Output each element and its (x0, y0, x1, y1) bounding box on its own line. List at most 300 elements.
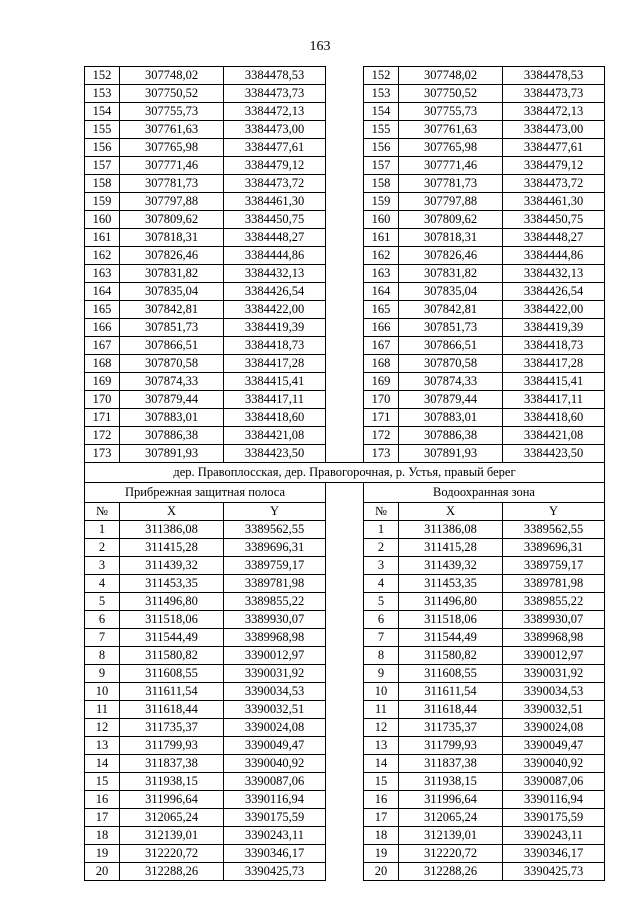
right-point-number: 161 (364, 229, 399, 247)
right-y-coordinate: 3390087,06 (503, 773, 605, 791)
right-point-number: 168 (364, 355, 399, 373)
left-x-coordinate: 307842,81 (120, 301, 224, 319)
left-x-coordinate: 307891,93 (120, 445, 224, 463)
left-x-coordinate: 307826,46 (120, 247, 224, 265)
right-y-coordinate: 3384423,50 (503, 445, 605, 463)
left-y-coordinate: 3384477,61 (224, 139, 326, 157)
table-row (85, 773, 605, 791)
right-point-number: 166 (364, 319, 399, 337)
left-point-number: 153 (85, 85, 120, 103)
right-y-coordinate: 3384421,08 (503, 427, 605, 445)
table-row (85, 665, 605, 683)
left-point-number: 19 (85, 845, 120, 863)
right-point-number: 14 (364, 755, 399, 773)
table-row (85, 737, 605, 755)
right-y-coordinate: 3384422,00 (503, 301, 605, 319)
right-point-number: 19 (364, 845, 399, 863)
right-x-coordinate: 311496,80 (399, 593, 503, 611)
top-rows (85, 67, 605, 463)
right-point-number: 162 (364, 247, 399, 265)
left-point-number: 9 (85, 665, 120, 683)
right-y-coordinate: 3384477,61 (503, 139, 605, 157)
right-x-coordinate: 311518,06 (399, 611, 503, 629)
right-point-number: 1 (364, 521, 399, 539)
left-col-y: Y (224, 503, 326, 521)
table-row (85, 283, 605, 301)
right-x-coordinate: 311386,08 (399, 521, 503, 539)
column-header-row (85, 503, 605, 521)
table-row (85, 845, 605, 863)
table-row (85, 85, 605, 103)
left-x-coordinate: 311799,93 (120, 737, 224, 755)
left-x-coordinate: 307748,02 (120, 67, 224, 85)
left-x-coordinate: 311938,15 (120, 773, 224, 791)
right-x-coordinate: 307809,62 (399, 211, 503, 229)
table-row (85, 373, 605, 391)
table-row (85, 719, 605, 737)
bottom-rows (85, 521, 605, 881)
right-y-coordinate: 3384415,41 (503, 373, 605, 391)
right-x-coordinate: 307886,38 (399, 427, 503, 445)
right-x-coordinate: 311735,37 (399, 719, 503, 737)
right-x-coordinate: 307826,46 (399, 247, 503, 265)
left-x-coordinate: 311386,08 (120, 521, 224, 539)
table-row (85, 701, 605, 719)
right-x-coordinate: 307755,73 (399, 103, 503, 121)
left-x-coordinate: 311518,06 (120, 611, 224, 629)
right-x-coordinate: 307748,02 (399, 67, 503, 85)
left-point-number: 20 (85, 863, 120, 881)
left-point-number: 155 (85, 121, 120, 139)
table-row (85, 557, 605, 575)
left-x-coordinate: 307883,01 (120, 409, 224, 427)
left-x-coordinate: 311735,37 (120, 719, 224, 737)
coordinates-table (84, 66, 605, 881)
left-y-coordinate: 3384418,60 (224, 409, 326, 427)
left-y-coordinate: 3384473,73 (224, 85, 326, 103)
right-x-coordinate: 311837,38 (399, 755, 503, 773)
left-y-coordinate: 3390031,92 (224, 665, 326, 683)
right-point-number: 13 (364, 737, 399, 755)
left-y-coordinate: 3389781,98 (224, 575, 326, 593)
table-row (85, 391, 605, 409)
table-row (85, 319, 605, 337)
left-point-number: 166 (85, 319, 120, 337)
right-y-coordinate: 3390012,97 (503, 647, 605, 665)
right-y-coordinate: 3390346,17 (503, 845, 605, 863)
right-y-coordinate: 3384479,12 (503, 157, 605, 175)
left-point-number: 4 (85, 575, 120, 593)
right-x-coordinate: 307870,58 (399, 355, 503, 373)
right-x-coordinate: 311611,54 (399, 683, 503, 701)
left-y-coordinate: 3384423,50 (224, 445, 326, 463)
left-y-coordinate: 3384461,30 (224, 193, 326, 211)
right-subtitle: Водоохранная зона (364, 483, 605, 503)
table-row (85, 863, 605, 881)
left-point-number: 157 (85, 157, 120, 175)
right-x-coordinate: 311544,49 (399, 629, 503, 647)
left-x-coordinate: 311415,28 (120, 539, 224, 557)
right-y-coordinate: 3390040,92 (503, 755, 605, 773)
right-x-coordinate: 311453,35 (399, 575, 503, 593)
left-point-number: 5 (85, 593, 120, 611)
left-y-coordinate: 3384473,72 (224, 175, 326, 193)
left-x-coordinate: 307755,73 (120, 103, 224, 121)
left-x-coordinate: 307870,58 (120, 355, 224, 373)
left-x-coordinate: 307818,31 (120, 229, 224, 247)
left-point-number: 154 (85, 103, 120, 121)
left-x-coordinate: 307886,38 (120, 427, 224, 445)
left-point-number: 7 (85, 629, 120, 647)
left-point-number: 169 (85, 373, 120, 391)
left-y-coordinate: 3384418,73 (224, 337, 326, 355)
right-x-coordinate: 307883,01 (399, 409, 503, 427)
left-point-number: 6 (85, 611, 120, 629)
left-point-number: 167 (85, 337, 120, 355)
table-row (85, 575, 605, 593)
left-y-coordinate: 3390346,17 (224, 845, 326, 863)
right-y-coordinate: 3384473,00 (503, 121, 605, 139)
right-y-coordinate: 3384417,28 (503, 355, 605, 373)
right-y-coordinate: 3390034,53 (503, 683, 605, 701)
right-y-coordinate: 3384417,11 (503, 391, 605, 409)
left-y-coordinate: 3384426,54 (224, 283, 326, 301)
right-y-coordinate: 3384418,73 (503, 337, 605, 355)
right-point-number: 152 (364, 67, 399, 85)
left-y-coordinate: 3384421,08 (224, 427, 326, 445)
table-row (85, 445, 605, 463)
left-point-number: 168 (85, 355, 120, 373)
left-point-number: 16 (85, 791, 120, 809)
right-point-number: 167 (364, 337, 399, 355)
right-x-coordinate: 311415,28 (399, 539, 503, 557)
right-x-coordinate: 307797,88 (399, 193, 503, 211)
right-point-number: 170 (364, 391, 399, 409)
left-y-coordinate: 3384422,00 (224, 301, 326, 319)
table-row (85, 337, 605, 355)
left-y-coordinate: 3384478,53 (224, 67, 326, 85)
right-y-coordinate: 3390425,73 (503, 863, 605, 881)
table-row (85, 229, 605, 247)
left-y-coordinate: 3390175,59 (224, 809, 326, 827)
right-point-number: 17 (364, 809, 399, 827)
table-row (85, 611, 605, 629)
left-x-coordinate: 307851,73 (120, 319, 224, 337)
right-point-number: 3 (364, 557, 399, 575)
right-point-number: 5 (364, 593, 399, 611)
right-x-coordinate: 307874,33 (399, 373, 503, 391)
left-y-coordinate: 3389759,17 (224, 557, 326, 575)
right-point-number: 163 (364, 265, 399, 283)
left-point-number: 2 (85, 539, 120, 557)
left-y-coordinate: 3390087,06 (224, 773, 326, 791)
left-point-number: 165 (85, 301, 120, 319)
right-y-coordinate: 3390032,51 (503, 701, 605, 719)
right-y-coordinate: 3390024,08 (503, 719, 605, 737)
right-y-coordinate: 3384473,72 (503, 175, 605, 193)
table-row (85, 791, 605, 809)
left-point-number: 161 (85, 229, 120, 247)
table-row (85, 827, 605, 845)
right-point-number: 6 (364, 611, 399, 629)
left-point-number: 15 (85, 773, 120, 791)
right-col-x: X (399, 503, 503, 521)
right-y-coordinate: 3390175,59 (503, 809, 605, 827)
table-row (85, 629, 605, 647)
right-x-coordinate: 307879,44 (399, 391, 503, 409)
left-x-coordinate: 311496,80 (120, 593, 224, 611)
right-point-number: 7 (364, 629, 399, 647)
left-point-number: 152 (85, 67, 120, 85)
table-row (85, 211, 605, 229)
table-row (85, 521, 605, 539)
left-y-coordinate: 3384444,86 (224, 247, 326, 265)
right-point-number: 164 (364, 283, 399, 301)
left-point-number: 1 (85, 521, 120, 539)
right-x-coordinate: 307891,93 (399, 445, 503, 463)
right-point-number: 12 (364, 719, 399, 737)
right-x-coordinate: 312065,24 (399, 809, 503, 827)
left-x-coordinate: 312220,72 (120, 845, 224, 863)
table-row (85, 755, 605, 773)
left-y-coordinate: 3390032,51 (224, 701, 326, 719)
right-y-coordinate: 3389855,22 (503, 593, 605, 611)
left-x-coordinate: 311439,32 (120, 557, 224, 575)
right-x-coordinate: 307831,82 (399, 265, 503, 283)
right-y-coordinate: 3384432,13 (503, 265, 605, 283)
table-row (85, 683, 605, 701)
left-col-number: № (85, 503, 120, 521)
left-x-coordinate: 307809,62 (120, 211, 224, 229)
left-point-number: 171 (85, 409, 120, 427)
left-y-coordinate: 3384479,12 (224, 157, 326, 175)
left-y-coordinate: 3384432,13 (224, 265, 326, 283)
right-point-number: 171 (364, 409, 399, 427)
right-point-number: 153 (364, 85, 399, 103)
left-x-coordinate: 307781,73 (120, 175, 224, 193)
left-y-coordinate: 3384419,39 (224, 319, 326, 337)
left-y-coordinate: 3389930,07 (224, 611, 326, 629)
left-y-coordinate: 3390425,73 (224, 863, 326, 881)
right-y-coordinate: 3389781,98 (503, 575, 605, 593)
left-x-coordinate: 311611,54 (120, 683, 224, 701)
left-x-coordinate: 307771,46 (120, 157, 224, 175)
left-point-number: 3 (85, 557, 120, 575)
right-y-coordinate: 3389562,55 (503, 521, 605, 539)
right-point-number: 8 (364, 647, 399, 665)
left-y-coordinate: 3384472,13 (224, 103, 326, 121)
left-y-coordinate: 3389855,22 (224, 593, 326, 611)
right-col-number: № (364, 503, 399, 521)
right-y-coordinate: 3390116,94 (503, 791, 605, 809)
right-y-coordinate: 3384473,73 (503, 85, 605, 103)
left-point-number: 14 (85, 755, 120, 773)
left-point-number: 173 (85, 445, 120, 463)
right-x-coordinate: 311439,32 (399, 557, 503, 575)
right-x-coordinate: 312220,72 (399, 845, 503, 863)
left-y-coordinate: 3389696,31 (224, 539, 326, 557)
left-point-number: 17 (85, 809, 120, 827)
left-point-number: 160 (85, 211, 120, 229)
right-y-coordinate: 3384426,54 (503, 283, 605, 301)
right-y-coordinate: 3390243,11 (503, 827, 605, 845)
left-x-coordinate: 307761,63 (120, 121, 224, 139)
table-row (85, 67, 605, 85)
right-y-coordinate: 3384444,86 (503, 247, 605, 265)
left-y-coordinate: 3390040,92 (224, 755, 326, 773)
right-x-coordinate: 307765,98 (399, 139, 503, 157)
table-row (85, 539, 605, 557)
left-y-coordinate: 3384417,11 (224, 391, 326, 409)
right-y-coordinate: 3384450,75 (503, 211, 605, 229)
right-y-coordinate: 3384448,27 (503, 229, 605, 247)
right-x-coordinate: 311996,64 (399, 791, 503, 809)
table-row (85, 301, 605, 319)
right-point-number: 9 (364, 665, 399, 683)
left-subtitle: Прибрежная защитная полоса (85, 483, 326, 503)
table-row (85, 809, 605, 827)
left-y-coordinate: 3390024,08 (224, 719, 326, 737)
table-row (85, 175, 605, 193)
right-point-number: 172 (364, 427, 399, 445)
right-x-coordinate: 311799,93 (399, 737, 503, 755)
right-col-y: Y (503, 503, 605, 521)
right-point-number: 157 (364, 157, 399, 175)
left-x-coordinate: 311996,64 (120, 791, 224, 809)
section-title: дер. Правоплосская, дер. Правогорочная, р. Устья, правый берег (85, 463, 605, 483)
right-y-coordinate: 3389696,31 (503, 539, 605, 557)
left-x-coordinate: 307879,44 (120, 391, 224, 409)
right-x-coordinate: 307750,52 (399, 85, 503, 103)
left-x-coordinate: 307797,88 (120, 193, 224, 211)
right-point-number: 10 (364, 683, 399, 701)
left-x-coordinate: 307831,82 (120, 265, 224, 283)
left-point-number: 162 (85, 247, 120, 265)
left-y-coordinate: 3384450,75 (224, 211, 326, 229)
right-x-coordinate: 311608,55 (399, 665, 503, 683)
right-y-coordinate: 3384472,13 (503, 103, 605, 121)
table-row (85, 265, 605, 283)
right-x-coordinate: 307771,46 (399, 157, 503, 175)
left-y-coordinate: 3390049,47 (224, 737, 326, 755)
left-y-coordinate: 3390243,11 (224, 827, 326, 845)
right-y-coordinate: 3389759,17 (503, 557, 605, 575)
right-y-coordinate: 3389930,07 (503, 611, 605, 629)
right-point-number: 158 (364, 175, 399, 193)
left-x-coordinate: 311580,82 (120, 647, 224, 665)
left-point-number: 159 (85, 193, 120, 211)
left-point-number: 156 (85, 139, 120, 157)
left-y-coordinate: 3384417,28 (224, 355, 326, 373)
left-point-number: 10 (85, 683, 120, 701)
left-x-coordinate: 311608,55 (120, 665, 224, 683)
right-x-coordinate: 311938,15 (399, 773, 503, 791)
left-y-coordinate: 3390012,97 (224, 647, 326, 665)
left-point-number: 12 (85, 719, 120, 737)
right-point-number: 20 (364, 863, 399, 881)
left-point-number: 164 (85, 283, 120, 301)
table-row (85, 157, 605, 175)
left-x-coordinate: 307750,52 (120, 85, 224, 103)
right-y-coordinate: 3390031,92 (503, 665, 605, 683)
left-point-number: 170 (85, 391, 120, 409)
right-point-number: 173 (364, 445, 399, 463)
left-x-coordinate: 307866,51 (120, 337, 224, 355)
table-row (85, 355, 605, 373)
left-x-coordinate: 311453,35 (120, 575, 224, 593)
left-point-number: 8 (85, 647, 120, 665)
left-x-coordinate: 312139,01 (120, 827, 224, 845)
table-row (85, 193, 605, 211)
right-y-coordinate: 3384419,39 (503, 319, 605, 337)
page-number: 163 (309, 39, 331, 54)
right-x-coordinate: 307835,04 (399, 283, 503, 301)
table-row (85, 647, 605, 665)
table-row (85, 103, 605, 121)
right-y-coordinate: 3390049,47 (503, 737, 605, 755)
left-point-number: 163 (85, 265, 120, 283)
section-header (85, 463, 605, 521)
right-x-coordinate: 307842,81 (399, 301, 503, 319)
right-point-number: 2 (364, 539, 399, 557)
right-x-coordinate: 311580,82 (399, 647, 503, 665)
right-x-coordinate: 307866,51 (399, 337, 503, 355)
left-point-number: 158 (85, 175, 120, 193)
right-point-number: 15 (364, 773, 399, 791)
right-point-number: 154 (364, 103, 399, 121)
right-point-number: 169 (364, 373, 399, 391)
right-y-coordinate: 3384478,53 (503, 67, 605, 85)
right-x-coordinate: 311618,44 (399, 701, 503, 719)
left-y-coordinate: 3384473,00 (224, 121, 326, 139)
right-x-coordinate: 307818,31 (399, 229, 503, 247)
right-point-number: 159 (364, 193, 399, 211)
left-x-coordinate: 307874,33 (120, 373, 224, 391)
right-x-coordinate: 307781,73 (399, 175, 503, 193)
left-x-coordinate: 311837,38 (120, 755, 224, 773)
right-point-number: 160 (364, 211, 399, 229)
table-row (85, 139, 605, 157)
table-row (85, 427, 605, 445)
right-x-coordinate: 307851,73 (399, 319, 503, 337)
right-point-number: 156 (364, 139, 399, 157)
left-y-coordinate: 3384448,27 (224, 229, 326, 247)
right-y-coordinate: 3389968,98 (503, 629, 605, 647)
right-point-number: 165 (364, 301, 399, 319)
right-point-number: 18 (364, 827, 399, 845)
left-col-x: X (120, 503, 224, 521)
right-x-coordinate: 312288,26 (399, 863, 503, 881)
right-x-coordinate: 307761,63 (399, 121, 503, 139)
right-y-coordinate: 3384461,30 (503, 193, 605, 211)
table-row (85, 121, 605, 139)
left-point-number: 11 (85, 701, 120, 719)
right-point-number: 4 (364, 575, 399, 593)
table-row (85, 247, 605, 265)
left-y-coordinate: 3390034,53 (224, 683, 326, 701)
table-row (85, 593, 605, 611)
right-x-coordinate: 312139,01 (399, 827, 503, 845)
left-point-number: 18 (85, 827, 120, 845)
right-point-number: 16 (364, 791, 399, 809)
left-y-coordinate: 3389968,98 (224, 629, 326, 647)
left-y-coordinate: 3389562,55 (224, 521, 326, 539)
table-row (85, 409, 605, 427)
right-y-coordinate: 3384418,60 (503, 409, 605, 427)
left-x-coordinate: 311618,44 (120, 701, 224, 719)
left-x-coordinate: 311544,49 (120, 629, 224, 647)
left-y-coordinate: 3384415,41 (224, 373, 326, 391)
